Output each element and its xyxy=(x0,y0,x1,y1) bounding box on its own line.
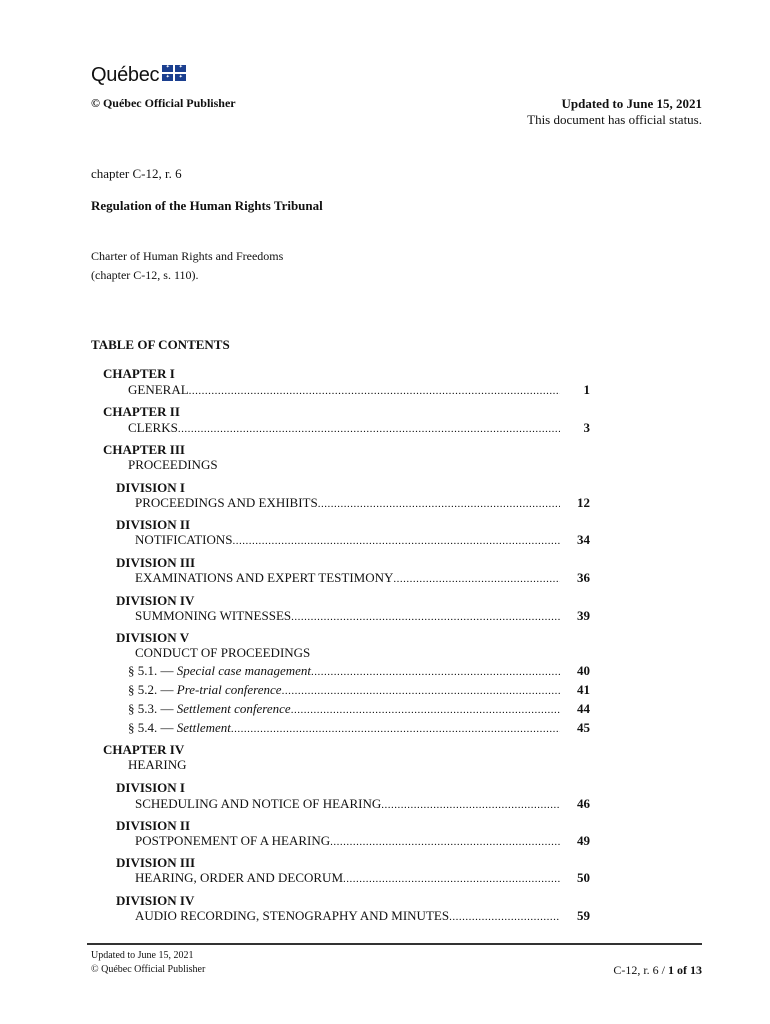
logo-wordmark: Québec xyxy=(91,63,160,86)
toc-entry[interactable] xyxy=(128,701,590,718)
chapter-reference: chapter C-12, r. 6 xyxy=(91,166,182,181)
toc-leader-dots xyxy=(393,573,560,585)
toc-section-title: Pre-trial conference xyxy=(176,682,282,697)
document-title: Regulation of the Human Rights Tribunal xyxy=(91,198,323,213)
enabling-act-line2: (chapter C-12, s. 110). xyxy=(91,268,199,282)
toc-leader-dots xyxy=(291,611,560,623)
toc-subheading: PROCEEDINGS xyxy=(128,457,218,472)
toc-leader-dots xyxy=(311,666,560,678)
toc-division-heading: DIVISION II xyxy=(116,818,191,833)
toc-leader-dots xyxy=(178,423,560,435)
toc-entry-label xyxy=(128,663,311,679)
toc-division-heading: DIVISION III xyxy=(116,855,196,870)
toc-entry-label: SCHEDULING AND NOTICE OF HEARING xyxy=(135,796,382,811)
toc-division-heading: DIVISION II xyxy=(116,517,191,532)
toc-leader-dots xyxy=(449,911,560,923)
toc-page-number: 41 xyxy=(577,682,590,697)
toc-division-heading: DIVISION IV xyxy=(116,893,195,908)
toc-page-number: 36 xyxy=(577,570,590,585)
toc-section-number: § 5.2. — xyxy=(128,682,177,697)
toc-leader-dots xyxy=(330,836,560,848)
toc-entry[interactable] xyxy=(128,382,590,399)
footer-reference: C-12, r. 6 / xyxy=(613,963,668,977)
toc-entry[interactable] xyxy=(128,682,590,699)
toc-leader-dots xyxy=(343,873,560,885)
toc-chapter-heading: CHAPTER IV xyxy=(103,742,185,757)
fleurdelise-flag-icon: ✦ ✦ ✦ ✦ xyxy=(162,65,186,81)
toc-division-heading: DIVISION V xyxy=(116,630,190,645)
footer-publisher: © Québec Official Publisher xyxy=(91,964,206,975)
toc-division-heading: DIVISION I xyxy=(116,780,185,795)
toc-entry[interactable] xyxy=(135,833,590,850)
toc-leader-dots xyxy=(282,685,560,697)
toc-entry[interactable] xyxy=(135,608,590,625)
toc-page-number: 39 xyxy=(577,608,590,623)
toc-section-title: Special case management xyxy=(176,663,312,678)
toc-division-heading: DIVISION I xyxy=(116,480,185,495)
toc-entry[interactable] xyxy=(135,796,590,813)
toc-entry[interactable] xyxy=(135,908,590,925)
toc-section-number: § 5.3. — xyxy=(128,701,177,716)
toc-entry[interactable] xyxy=(128,420,590,437)
toc-entry[interactable] xyxy=(135,532,590,549)
toc-chapter-heading: CHAPTER III xyxy=(103,442,185,457)
toc-leader-dots xyxy=(318,498,560,510)
toc-page-number: 1 xyxy=(583,382,590,397)
toc-page-number: 40 xyxy=(577,663,590,678)
toc-section-number: § 5.4. — xyxy=(128,720,177,735)
toc-section-title: Settlement conference xyxy=(176,701,291,716)
toc-entry-label xyxy=(128,720,231,736)
toc-page-number: 45 xyxy=(577,720,590,735)
toc-page-number: 50 xyxy=(577,870,590,885)
toc-page-number: 12 xyxy=(577,495,590,510)
toc-page-number: 3 xyxy=(583,420,590,435)
toc-entry-label: POSTPONEMENT OF A HEARING xyxy=(135,833,331,848)
footer-page-number: 1 of 13 xyxy=(668,963,702,977)
toc-division-heading: DIVISION IV xyxy=(116,593,195,608)
toc-entry-label xyxy=(128,682,282,698)
toc-chapter-heading: CHAPTER II xyxy=(103,404,180,419)
toc-entry-label: SUMMONING WITNESSES xyxy=(135,608,292,623)
enabling-act-line1: Charter of Human Rights and Freedoms xyxy=(91,249,284,263)
toc-entry[interactable] xyxy=(135,870,590,887)
toc-entry-label xyxy=(128,701,291,717)
toc-chapter-heading: CHAPTER I xyxy=(103,366,175,381)
toc-leader-dots xyxy=(381,799,560,811)
toc-entry-label: AUDIO RECORDING, STENOGRAPHY AND MINUTES xyxy=(135,908,450,923)
header-status: This document has official status. xyxy=(527,112,702,127)
footer-updated: Updated to June 15, 2021 xyxy=(91,950,194,961)
toc-entry-label: HEARING, ORDER AND DECORUM xyxy=(135,870,344,885)
toc-subheading: CONDUCT OF PROCEEDINGS xyxy=(135,645,311,660)
footer-divider xyxy=(87,943,702,945)
toc-entry[interactable] xyxy=(135,495,590,512)
toc-page-number: 59 xyxy=(577,908,590,923)
toc-leader-dots xyxy=(291,704,560,716)
toc-entry-label: CLERKS xyxy=(128,420,178,435)
toc-entry-label: NOTIFICATIONS xyxy=(135,532,233,547)
toc-division-heading: DIVISION III xyxy=(116,555,196,570)
toc-leader-dots xyxy=(231,723,560,735)
toc-page-number: 49 xyxy=(577,833,590,848)
header-publisher: © Québec Official Publisher xyxy=(91,96,236,110)
toc-entry[interactable] xyxy=(128,720,590,737)
header-updated: Updated to June 15, 2021 xyxy=(561,96,702,111)
toc-page-number: 46 xyxy=(577,796,590,811)
toc-section-number: § 5.1. — xyxy=(128,663,177,678)
toc-section-title: Settlement xyxy=(176,720,231,735)
toc-entry-label: PROCEEDINGS AND EXHIBITS xyxy=(135,495,318,510)
toc-entry[interactable] xyxy=(128,663,590,680)
toc-page-number: 34 xyxy=(577,532,590,547)
toc-subheading: HEARING xyxy=(128,757,187,772)
toc-entry-label: EXAMINATIONS AND EXPERT TESTIMONY xyxy=(135,570,394,585)
toc-entry[interactable] xyxy=(135,570,590,587)
toc-leader-dots xyxy=(189,385,560,397)
toc-heading: TABLE OF CONTENTS xyxy=(91,337,230,352)
footer-page-ref xyxy=(613,963,702,978)
toc-entry-label: GENERAL xyxy=(128,382,189,397)
toc-leader-dots xyxy=(233,535,561,547)
toc-page-number: 44 xyxy=(577,701,590,716)
